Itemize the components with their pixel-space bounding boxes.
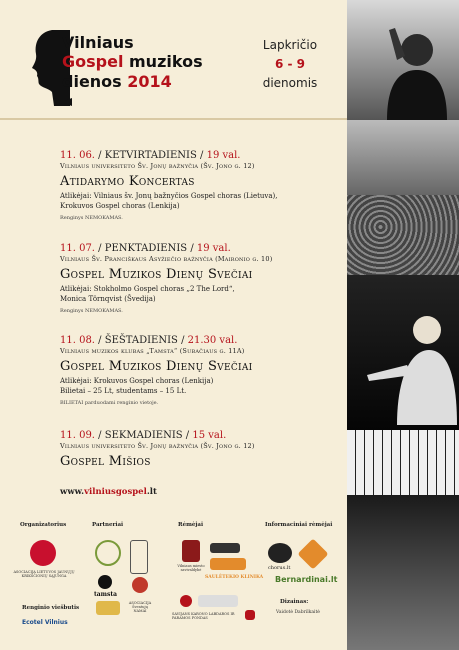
photo-singer: [347, 0, 459, 120]
design-heading: Dizainas:: [280, 599, 309, 605]
designer-name: Vaidotė Dabrilkaitė: [276, 610, 320, 615]
event-1-performers: Atlikėjai: Vilniaus šv. Jonų bažnyčios Gospel choras (Lietuva), Krokuvos Gospel choras (Lenkija): [60, 192, 278, 210]
website-link[interactable]: www.vilniusgospel.lt: [60, 487, 157, 497]
bowtie-icon: [54, 98, 72, 106]
festival-dates: Lapkričio 6 - 9 dienomis: [262, 38, 318, 90]
singer-silhouette: [367, 20, 447, 120]
organizer-logo: [30, 540, 56, 566]
supporter-logo-3: [210, 558, 246, 570]
title-line-3: dienos 2014: [62, 72, 172, 91]
sponsors-section: [0, 515, 347, 650]
title-line-1: Vilniaus: [62, 33, 134, 52]
event-4-head: 11. 09. / SEKMADIENIS / 15 val.: [60, 430, 227, 441]
info-logo-2: [297, 538, 328, 569]
partner-logo-1: [95, 540, 121, 566]
partner-logo-5: [96, 601, 120, 615]
event-4: [60, 430, 345, 469]
supporters-heading: Rėmėjai: [178, 522, 204, 528]
vilnius-coat-of-arms: [182, 540, 200, 562]
supporter-logo-2: [210, 543, 240, 553]
event-2-performers: Atlikėjai: Stokholmo Gospel choras „2 The Lord“, Monica Törnqvist (Švedija): [60, 285, 235, 303]
event-3-note: BILIETAI parduodami renginio vietoje.: [60, 400, 159, 406]
event-1-head: 11. 06. / KETVIRTADIENIS / 19 val.: [60, 150, 241, 161]
photo-strip: [347, 0, 459, 650]
asoc-label: ASOCIACIJA Šventųjų NAMAI: [128, 601, 152, 613]
photo-audience: [347, 195, 459, 275]
photo-choir-concert: [347, 495, 459, 650]
header-divider: [0, 118, 347, 120]
fund-label: SAVIJANS KARONO LABDAROS IR PARAMOS FONDAS: [172, 612, 235, 620]
event-2-head: 11. 07. / PENKTADIENIS / 19 val.: [60, 243, 231, 254]
supporter-logo-6: [245, 610, 255, 620]
ecotel-logo: Ecotel Vilnius: [22, 619, 68, 626]
bernardinai-label: Bernardinai.lt: [275, 575, 338, 584]
chorus-logo: [268, 543, 292, 563]
photo-conductor: [347, 275, 459, 430]
partners-heading: Partneriai: [92, 522, 124, 528]
event-2-venue: Vilniaus Šv. Pranciškaus Asyžiečio bažnyčia (Maironio g. 10): [60, 255, 273, 263]
event-3-venue: Vilniaus muzikos klubas „Tamsta“ (Subačiaus g. 11A): [60, 347, 245, 355]
supporter-logo-4: [180, 595, 192, 607]
partner-logo-2: [130, 540, 148, 574]
event-2-title: Gospel Muzikos Dienų Svečiai: [60, 267, 253, 282]
vilnius-label: Vilniaus miesto savivaldybė: [177, 564, 205, 572]
event-3-head: 11. 08. / ŠEŠTADIENIS / 21.30 val.: [60, 335, 238, 346]
title-line-2: Gospel muzikos: [62, 52, 203, 71]
event-2-note: Renginys NEMOKAMAS.: [60, 308, 123, 314]
tamsta-logo: [98, 575, 112, 589]
event-4-venue: Vilniaus universiteto Šv. Jonų bažnyčia (Šv. Jono g. 12): [60, 442, 255, 450]
chorus-label: chorus.lt: [268, 565, 291, 571]
event-4-title: Gospel Mišios: [60, 454, 151, 469]
photo-church-interior: [347, 120, 459, 195]
event-3-performers: Atlikėjai: Krokuvos Gospel choras (Lenkija) Bilietai – 25 Lt, studentams – 15 Lt.: [60, 377, 214, 395]
poster-header: [0, 8, 347, 116]
event-1: [60, 150, 345, 221]
event-3: [60, 335, 345, 406]
conductor-silhouette: [357, 305, 457, 425]
event-1-title: Atidarymo Koncertas: [60, 174, 195, 189]
hotel-heading: Renginio viešbutis: [22, 605, 80, 611]
organizers-heading: Organizatorius: [20, 522, 67, 528]
photo-piano: [347, 430, 459, 495]
event-1-note: Renginys NEMOKAMAS.: [60, 215, 123, 221]
klinika-label: SAULĖTEKIO KLINIKA: [205, 575, 264, 580]
event-3-title: Gospel Muzikos Dienų Svečiai: [60, 359, 253, 374]
organizer-name: ASOCIACIJA LIETUVOS JAUNŲJŲ KRIKŠČIONIŲ SĄJUNGA: [13, 570, 75, 578]
event-2: [60, 243, 345, 314]
event-1-venue: Vilniaus universiteto Šv. Jonų bažnyčia (Šv. Jono g. 12): [60, 162, 255, 170]
partner-logo-4: [132, 577, 148, 593]
supporter-logo-5: [198, 595, 238, 607]
tamsta-label: tamsta: [94, 591, 118, 598]
info-supporters-heading: Informaciniai rėmėjai: [265, 522, 333, 528]
